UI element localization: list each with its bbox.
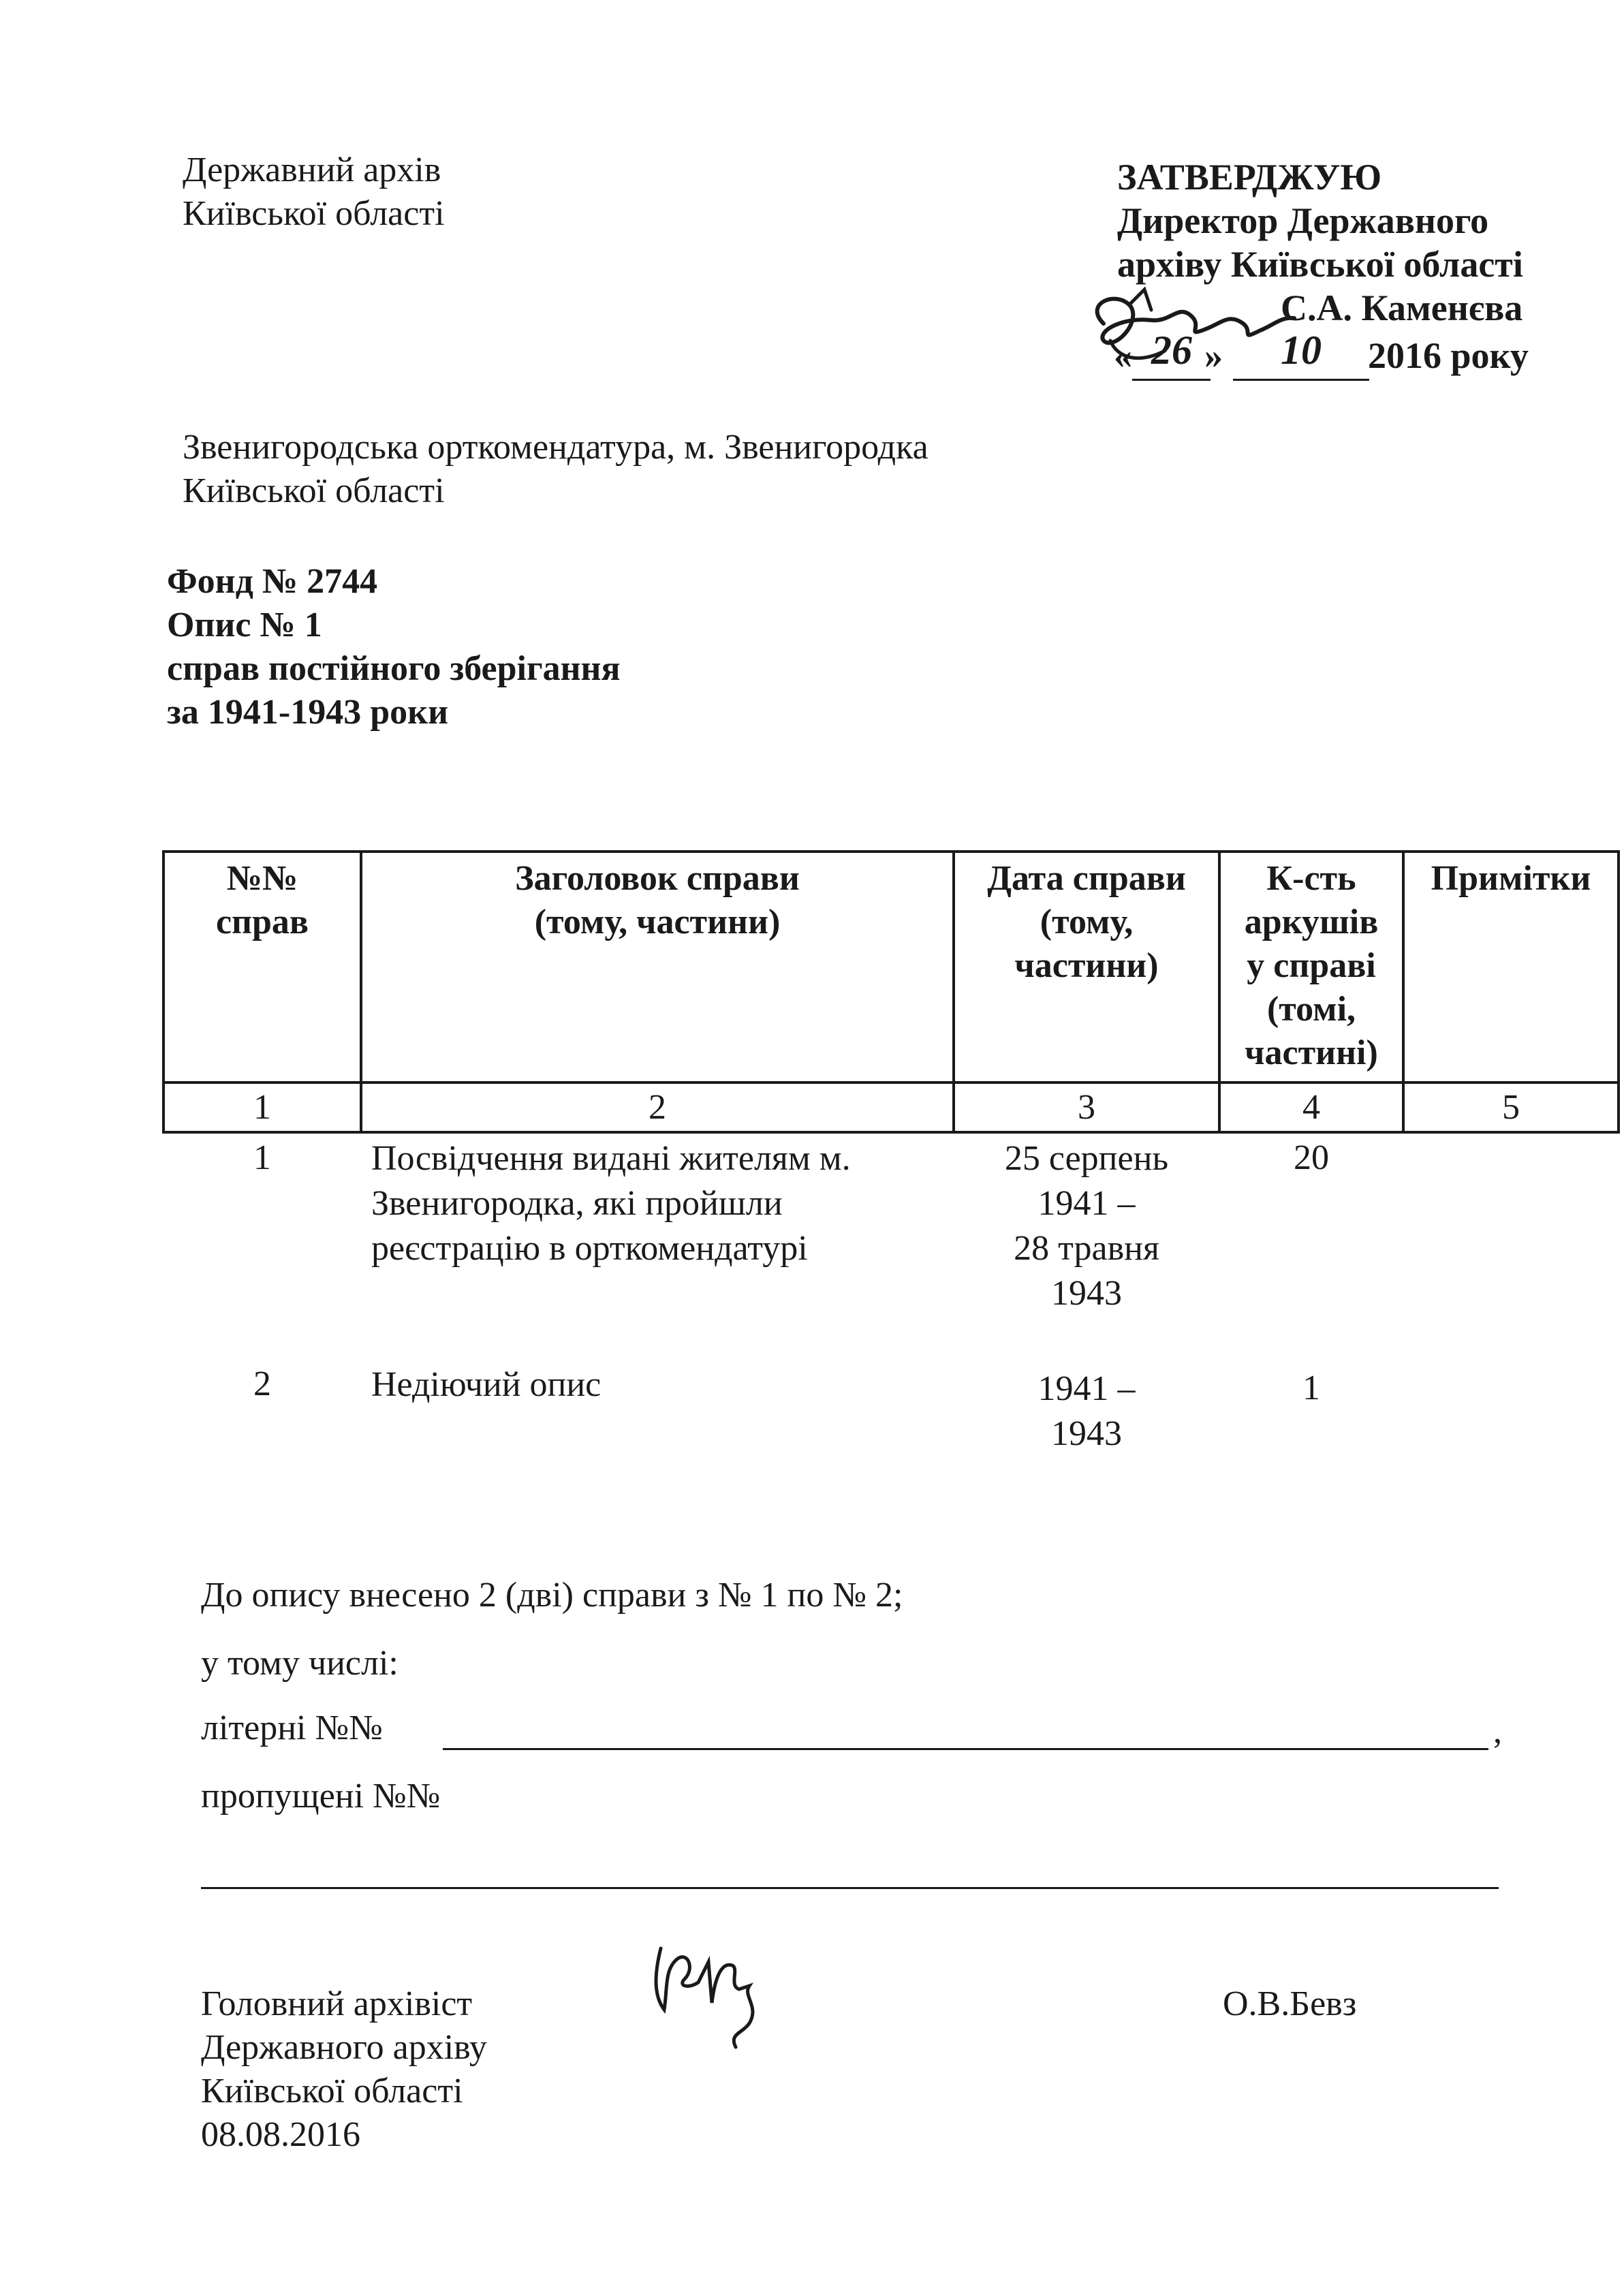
row-2-date-line2: 1943 — [1051, 1414, 1122, 1453]
signer-position — [201, 1982, 487, 2157]
header-case-date-line1: Дата справи — [987, 859, 1186, 898]
header-case-title-line2: (тому, частини) — [534, 903, 781, 941]
summary-literal-label: літерні №№ — [201, 1709, 383, 1747]
archive-name-line1: Державний архів — [183, 151, 441, 189]
row-2-date-line1: 1941 – — [1037, 1369, 1136, 1408]
header-sheet-count — [1221, 857, 1402, 1075]
column-number-2: 2 — [649, 1088, 666, 1127]
approval-date-close-quote: » — [1204, 335, 1223, 376]
archivist-signature — [647, 1921, 783, 2057]
approval-title: ЗАТВЕРДЖУЮ — [1117, 157, 1382, 198]
approval-line2: архіву Київської області — [1117, 244, 1523, 285]
organization — [183, 426, 928, 513]
row-1-title-line3: реєстрацію в орткомендатурі — [371, 1229, 808, 1268]
header-case-title — [362, 857, 952, 944]
missing-numbers-blank-line — [201, 1887, 1499, 1889]
archive-name-line2: Київської області — [183, 194, 445, 233]
header-notes — [1405, 857, 1617, 901]
row-1-title — [371, 1136, 937, 1271]
approval-date-month: 10 — [1281, 328, 1322, 373]
header-case-number-line2: справ — [215, 903, 309, 941]
fond-number: Фонд № 2744 — [167, 562, 378, 601]
organization-line2: Київської області — [183, 471, 445, 510]
summary-line2: у тому числі: — [201, 1644, 399, 1683]
row-2-title — [371, 1362, 937, 1407]
column-number-4: 4 — [1302, 1088, 1320, 1127]
archive-name — [183, 149, 445, 236]
row-1-date-line3: 28 травня — [1014, 1229, 1159, 1268]
row-1-number: 1 — [253, 1138, 271, 1177]
row-1-title-line1: Посвідчення видані жителям м. — [371, 1139, 851, 1178]
header-case-date-line3: частини) — [1014, 946, 1159, 985]
fond-block — [167, 560, 621, 734]
header-notes-line1: Примітки — [1431, 859, 1591, 898]
row-1-date-line2: 1941 – — [1037, 1184, 1136, 1223]
approval-director-name: С.А. Каменєва — [1281, 287, 1523, 328]
opis-kind: справ постійного зберігання — [167, 649, 621, 688]
column-number-3: 3 — [1078, 1088, 1095, 1127]
row-1-date-line4: 1943 — [1051, 1274, 1122, 1313]
header-case-date-line2: (тому, — [1040, 903, 1134, 941]
row-1-sheets: 20 — [1294, 1138, 1329, 1177]
row-1-date — [955, 1136, 1218, 1316]
date-month-underline — [1233, 379, 1369, 381]
signature-date: 08.08.2016 — [201, 2115, 360, 2154]
summary-line1: До опису внесено 2 (дві) справи з № 1 по № 2; — [201, 1576, 903, 1615]
signer-position-line2: Державного архіву — [201, 2028, 487, 2067]
header-case-title-line1: Заголовок справи — [515, 859, 800, 898]
header-case-number — [165, 857, 360, 944]
header-sheet-count-line2: аркушів — [1244, 903, 1379, 941]
row-2-sheets: 1 — [1302, 1369, 1320, 1407]
header-case-date — [955, 857, 1218, 988]
table-top-border — [162, 850, 1620, 853]
header-sheet-count-line1: К-сть — [1266, 859, 1356, 898]
opis-years: за 1941-1943 роки — [167, 693, 449, 732]
signer-position-line3: Київської області — [201, 2072, 463, 2110]
date-day-underline — [1132, 379, 1211, 381]
signer-position-line1: Головний архівіст — [201, 1984, 473, 2023]
row-2-number: 2 — [253, 1365, 271, 1403]
row-1-date-line1: 25 серпень — [1004, 1139, 1169, 1178]
approval-date-year: 2016 року — [1368, 335, 1529, 376]
column-number-5: 5 — [1502, 1088, 1520, 1127]
approval-date-open-quote: « — [1114, 335, 1132, 376]
opis-number: Опис № 1 — [167, 606, 322, 644]
organization-line1: Звенигородська орткомендатура, м. Звенигородка — [183, 428, 928, 467]
header-case-number-line1: №№ — [226, 859, 298, 898]
header-sheet-count-line4: (томі, — [1266, 990, 1356, 1029]
table-colnum-bottom-border — [162, 1131, 1620, 1134]
approval-line1: Директор Державного — [1117, 200, 1489, 241]
signer-name: О.В.Бевз — [1223, 1984, 1357, 2023]
summary-literal-comma: , — [1493, 1712, 1502, 1751]
approval-block — [1117, 155, 1523, 286]
summary-missing-label: пропущені №№ — [201, 1777, 441, 1815]
header-sheet-count-line5: частині) — [1245, 1033, 1378, 1072]
row-2-date — [955, 1367, 1218, 1456]
row-1-title-line2: Звенигородка, які пройшли — [371, 1184, 783, 1223]
header-sheet-count-line3: у справі — [1247, 946, 1376, 985]
table-header-bottom-border — [162, 1081, 1620, 1084]
table-vline-5 — [1617, 850, 1620, 1134]
approval-date-day: 26 — [1151, 328, 1192, 373]
row-2-title-line1: Недіючий опис — [371, 1365, 602, 1404]
column-number-1: 1 — [253, 1088, 271, 1127]
literal-numbers-blank-line — [443, 1748, 1488, 1750]
